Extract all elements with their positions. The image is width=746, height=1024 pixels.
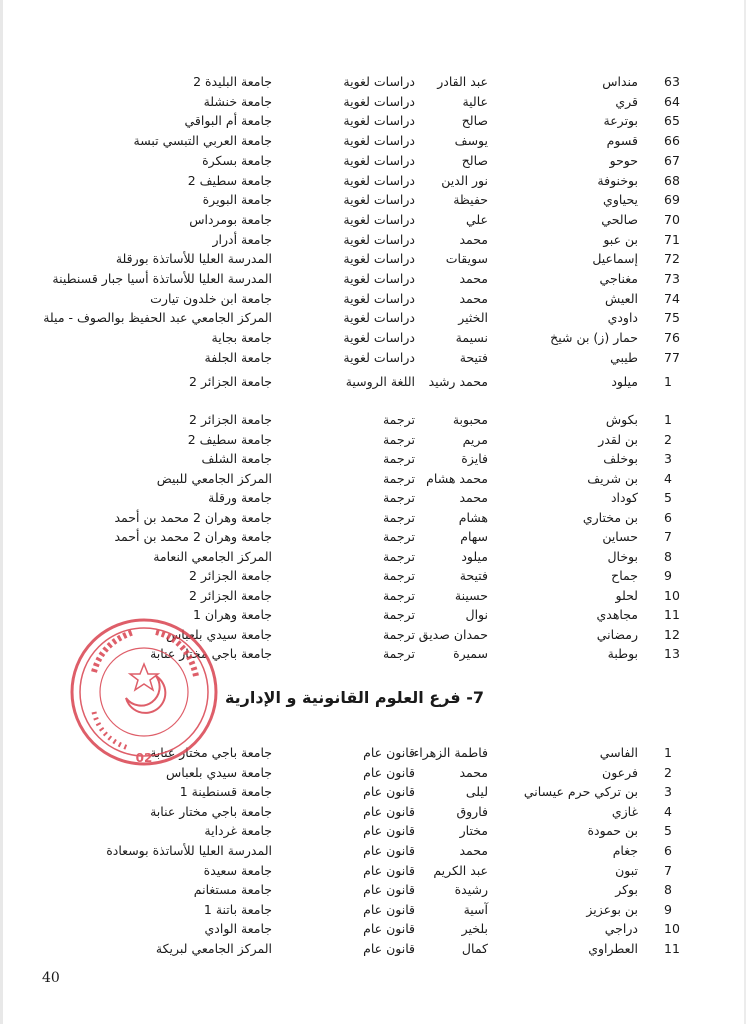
last-name: بن لقدر (598, 431, 638, 447)
specialty: قانون عام (363, 843, 415, 858)
row-number: 1 (664, 412, 672, 427)
specialty: ترجمة (382, 529, 415, 544)
last-name: رمضاني (596, 626, 638, 642)
last-name: الفاسي (599, 745, 638, 760)
institution: جامعة سعيدة (203, 862, 272, 878)
section-title: 7- فرع العلوم القانونية و الإدارية (224, 688, 484, 707)
institution: المدرسة العليا للأساتذة بورقلة (115, 251, 272, 267)
table-row (0, 469, 746, 489)
first-name: مختار (459, 823, 488, 839)
first-name: نسيمة (455, 330, 488, 346)
last-name: بن حمودة (587, 823, 638, 839)
stamp-number: 02 (135, 751, 153, 765)
row-number: 11 (664, 941, 680, 956)
last-name: كوداد (610, 490, 638, 505)
specialty: ترجمة (382, 509, 415, 525)
last-name: يحياوي (603, 192, 638, 208)
last-name: قسوم (606, 133, 638, 149)
row-number: 71 (664, 231, 680, 247)
institution: جامعة باجي مختار عنابة (150, 745, 272, 760)
institution: جامعة الجزائر 2 (189, 587, 272, 603)
first-name: نوال (465, 607, 488, 622)
first-name: سميرة (453, 646, 488, 661)
specialty: دراسات لغوية (343, 251, 415, 267)
first-name: ليلى (465, 784, 488, 800)
row-number: 7 (664, 862, 672, 878)
row-number: 9 (664, 901, 672, 917)
official-seal-stamp (64, 612, 224, 772)
specialty: قانون عام (363, 862, 415, 878)
first-name: محمد (459, 271, 488, 286)
specialty: دراسات لغوية (343, 152, 415, 168)
last-name: جماح (611, 568, 638, 583)
table-row (0, 547, 746, 567)
specialty: قانون عام (363, 823, 415, 839)
table-row (0, 92, 746, 112)
last-name: حساين (602, 529, 638, 544)
institution: جامعة الجلفة (204, 349, 272, 365)
institution: المدرسة العليا للأساتذة أسيا جبار قسنطينة (52, 271, 272, 286)
specialty: قانون عام (363, 803, 415, 819)
table-row (0, 841, 746, 861)
table-row (0, 821, 746, 841)
first-name: فتيحة (459, 349, 488, 365)
last-name: دراجي (604, 921, 638, 937)
row-number: 13 (664, 646, 680, 661)
first-name: حسينة (454, 587, 488, 603)
specialty: دراسات لغوية (343, 192, 415, 208)
institution: جامعة سطيف 2 (187, 172, 272, 188)
institution: جامعة البويرة (202, 192, 272, 208)
first-name: صالح (461, 152, 488, 168)
table-row (0, 566, 746, 586)
row-number: 3 (664, 784, 672, 800)
specialty: دراسات لغوية (343, 231, 415, 247)
specialty: قانون عام (363, 745, 415, 760)
specialty: دراسات لغوية (343, 271, 415, 286)
specialty: ترجمة (382, 587, 415, 603)
specialty: قانون عام (363, 882, 415, 898)
first-name: حفيظة (453, 192, 488, 208)
last-name: إسماعيل (592, 251, 638, 267)
first-name: سويقات (445, 251, 488, 267)
table-row (0, 919, 746, 939)
institution: جامعة وهران 2 محمد بن أحمد (114, 529, 272, 544)
table-row (0, 449, 746, 469)
first-name: محمد (459, 843, 488, 858)
table-row (0, 527, 746, 547)
institution: جامعة باتنة 1 (203, 901, 272, 917)
table-row (0, 72, 746, 92)
specialty: دراسات لغوية (343, 93, 415, 109)
institution: جامعة الجزائر 2 (189, 412, 272, 427)
last-name: قري (615, 93, 638, 109)
table-row (0, 861, 746, 881)
first-name: عالية (462, 93, 488, 109)
row-number: 5 (664, 823, 672, 839)
row-number: 77 (664, 349, 680, 365)
table-row (0, 308, 746, 328)
specialty: ترجمة (382, 412, 415, 427)
page-number: 40 (42, 970, 60, 986)
specialty: دراسات لغوية (343, 211, 415, 227)
first-name: آسية (463, 901, 488, 917)
last-name: مجاهدي (596, 607, 638, 622)
table-row (0, 430, 746, 450)
specialty: ترجمة (382, 626, 415, 642)
specialty: قانون عام (363, 901, 415, 917)
institution: جامعة أم البواقي (184, 113, 272, 129)
first-name: محمد (459, 490, 488, 505)
specialty: ترجمة (382, 548, 415, 564)
row-number: 6 (664, 509, 672, 525)
institution: جامعة الجزائر 2 (189, 374, 272, 389)
first-name: عبد الكريم (433, 862, 488, 878)
table-row (0, 508, 746, 528)
table-row (0, 900, 746, 920)
first-name: ميلود (461, 548, 488, 564)
last-name: بن مختاري (582, 509, 638, 525)
first-name: سهام (460, 529, 488, 544)
row-number: 11 (664, 607, 680, 622)
specialty: ترجمة (382, 646, 415, 661)
institution: جامعة غرداية (204, 823, 272, 839)
table-row (0, 410, 746, 430)
specialty: دراسات لغوية (343, 349, 415, 365)
first-name: محمد (459, 231, 488, 247)
row-number: 7 (664, 529, 672, 544)
table-row (0, 190, 746, 210)
last-name: منداس (602, 74, 638, 89)
institution: جامعة بومرداس (189, 211, 272, 227)
row-number: 3 (664, 451, 672, 466)
first-name: كمال (461, 941, 488, 956)
first-name: رشيدة (454, 882, 488, 898)
specialty: دراسات لغوية (343, 172, 415, 188)
row-number: 74 (664, 290, 680, 306)
row-number: 5 (664, 490, 672, 505)
specialty: قانون عام (363, 941, 415, 956)
last-name: ميلود (611, 374, 638, 389)
row-number: 8 (664, 882, 672, 898)
specialty: دراسات لغوية (343, 330, 415, 346)
specialty: دراسات لغوية (343, 310, 415, 326)
table-row (0, 802, 746, 822)
last-name: فرعون (602, 764, 638, 780)
table-row (0, 210, 746, 230)
last-name: بكوش (605, 412, 638, 427)
row-number: 67 (664, 152, 680, 168)
last-name: العطراوي (588, 941, 638, 956)
institution: جامعة وهران 1 (192, 607, 272, 622)
table-row (0, 880, 746, 900)
table-row (0, 269, 746, 289)
first-name: محمد (459, 764, 488, 780)
row-number: 65 (664, 113, 680, 129)
last-name: بن عبو (603, 231, 638, 247)
table-row (0, 111, 746, 131)
last-name: العيش (604, 290, 638, 306)
table-row (0, 289, 746, 309)
last-name: بوخنوفة (597, 172, 638, 188)
institution: جامعة باجي مختار عنابة (150, 803, 272, 819)
row-number: 10 (664, 587, 680, 603)
institution: جامعة الجزائر 2 (189, 568, 272, 583)
institution: جامعة بسكرة (202, 152, 272, 168)
row-number: 9 (664, 568, 672, 583)
first-name: بلخير (461, 921, 488, 937)
last-name: بوكر (615, 882, 638, 898)
last-name: بوترعة (603, 113, 638, 129)
first-name: فاطمة الزهراء (413, 745, 488, 760)
table-row (0, 230, 746, 250)
row-number: 70 (664, 211, 680, 227)
table-row (0, 488, 746, 508)
institution: جامعة سطيف 2 (187, 431, 272, 447)
institution: جامعة سيدي بلعباس (166, 626, 272, 642)
specialty: قانون عام (363, 764, 415, 780)
last-name: صالحي (601, 211, 638, 227)
institution: المركز الجامعي النعامة (153, 548, 272, 564)
institution: جامعة باجي مختار عنابة (150, 646, 272, 661)
row-number: 4 (664, 803, 672, 819)
institution: جامعة ورقلة (208, 490, 272, 505)
row-number: 2 (664, 431, 672, 447)
first-name: فاروق (456, 803, 488, 819)
table-row (0, 249, 746, 269)
last-name: بن شريف (587, 470, 638, 486)
last-name: بوطبة (607, 646, 638, 661)
first-name: مريم (462, 431, 488, 447)
institution: جامعة سيدي بلعباس (166, 764, 272, 780)
first-name: محمد هشام (426, 470, 488, 486)
last-name: حوحو (609, 152, 638, 168)
institution: المركز الجامعي للبيض (156, 470, 272, 486)
institution: المركز الجامعي عبد الحفيظ بوالصوف - ميلة (43, 310, 272, 326)
institution: جامعة الوادي (204, 921, 272, 937)
row-number: 1 (664, 745, 672, 760)
table-row (0, 151, 746, 171)
table-row (0, 171, 746, 191)
row-number: 1 (664, 374, 672, 389)
row-number: 72 (664, 251, 680, 267)
last-name: بن تركي حرم عيساني (523, 784, 638, 800)
first-name: الخثير (458, 310, 488, 326)
row-number: 8 (664, 548, 672, 564)
last-name: غازي (611, 803, 638, 819)
last-name: بوخال (607, 548, 638, 564)
institution: المركز الجامعي لبريكة (155, 941, 272, 956)
last-name: لحلو (615, 587, 638, 603)
row-number: 73 (664, 271, 680, 286)
institution: جامعة البليدة 2 (193, 74, 272, 89)
specialty: اللغة الروسية (345, 374, 415, 389)
specialty: دراسات لغوية (343, 290, 415, 306)
table-row (0, 586, 746, 606)
row-number: 64 (664, 93, 680, 109)
specialty: ترجمة (382, 568, 415, 583)
table-row (0, 372, 746, 392)
specialty: ترجمة (382, 490, 415, 505)
last-name: داودي (607, 310, 638, 326)
specialty: دراسات لغوية (343, 133, 415, 149)
institution: جامعة قسنطينة 1 (179, 784, 272, 800)
specialty: ترجمة (382, 451, 415, 466)
table-row (0, 782, 746, 802)
first-name: محبوبة (452, 412, 488, 427)
institution: جامعة بجاية (211, 330, 272, 346)
row-number: 12 (664, 626, 680, 642)
first-name: فتيحة (459, 568, 488, 583)
row-number: 63 (664, 74, 680, 89)
row-number: 4 (664, 470, 672, 486)
row-number: 69 (664, 192, 680, 208)
first-name: علي (465, 211, 488, 227)
specialty: قانون عام (363, 921, 415, 937)
institution: المدرسة العليا للأساتذة بوسعادة (106, 843, 272, 858)
specialty: قانون عام (363, 784, 415, 800)
row-number: 10 (664, 921, 680, 937)
institution: جامعة مستغانم (193, 882, 272, 898)
first-name: محمد رشيد (428, 374, 488, 389)
specialty: دراسات لغوية (343, 113, 415, 129)
specialty: ترجمة (382, 607, 415, 622)
first-name: عبد القادر (437, 74, 488, 89)
institution: جامعة أدرار (212, 231, 272, 247)
row-number: 66 (664, 133, 680, 149)
institution: جامعة الشلف (201, 451, 272, 466)
institution: جامعة العربي التبسي تبسة (133, 133, 272, 149)
first-name: يوسف (454, 133, 488, 149)
first-name: محمد (459, 290, 488, 306)
specialty: ترجمة (382, 470, 415, 486)
row-number: 68 (664, 172, 680, 188)
last-name: حمار (ز) بن شيخ (550, 330, 638, 346)
institution: جامعة وهران 2 محمد بن أحمد (114, 509, 272, 525)
last-name: تبون (615, 862, 638, 878)
row-number: 75 (664, 310, 680, 326)
first-name: هشام (458, 509, 488, 525)
last-name: بوخلف (603, 451, 638, 466)
first-name: حمدان صديق (418, 626, 488, 642)
institution: جامعة ابن خلدون تيارت (150, 290, 272, 306)
institution: جامعة خنشلة (203, 93, 272, 109)
specialty: دراسات لغوية (343, 74, 415, 89)
last-name: مغناجي (599, 271, 638, 286)
last-name: طيبي (610, 349, 638, 365)
first-name: فايزة (461, 451, 488, 466)
row-number: 6 (664, 843, 672, 858)
first-name: نور الدين (441, 172, 488, 188)
table-row (0, 348, 746, 368)
first-name: صالح (461, 113, 488, 129)
last-name: بن بوعزيز (586, 901, 638, 917)
table-row (0, 131, 746, 151)
row-number: 76 (664, 330, 680, 346)
table-row (0, 939, 746, 959)
specialty: ترجمة (382, 431, 415, 447)
row-number: 2 (664, 764, 672, 780)
table-row (0, 328, 746, 348)
last-name: جغام (612, 843, 638, 858)
